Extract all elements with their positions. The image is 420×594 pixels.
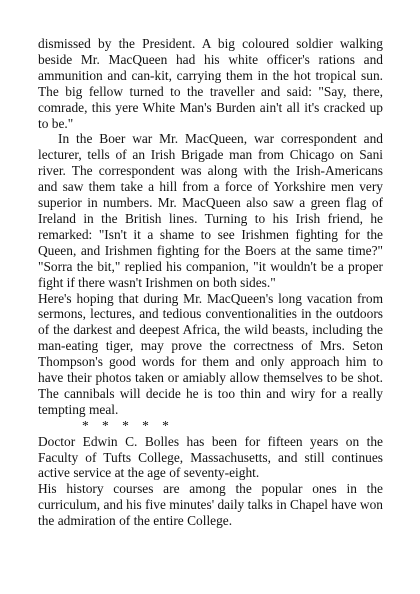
paragraph-soldier-burden: dismissed by the President. A big coloured soldier walking beside Mr. MacQueen had his white officer's rations and ammunition and can-kit, carrying them in the hot tropical sun. The big fellow turned to the traveller and said: "Say, there, comrade, this yere White Man's Burden ain't all it's cracked up to be." [38,36,383,131]
paragraph-bolles-history: His history courses are among the popular ones in the curriculum, and his five minutes' daily talks in Chapel have won the admiration of the entire College. [38,481,383,529]
section-separator: * * * * * [82,417,169,433]
paragraph-bolles-faculty: Doctor Edwin C. Bolles has been for fifteen years on the Faculty of Tufts College, Massachusetts, and still continues active service at the age of seventy-eight. [38,433,383,481]
paragraph-boer-war: In the Boer war Mr. MacQueen, war correspondent and lecturer, tells of an Irish Brigade man from Chicago on Sani river. The correspondent was along with the Irish-Americans and saw them take a hill from a force of Yorkshire men very superior in numbers. Mr. MacQueen also saw a green flag of Ireland in the British lines. Turning to his Irish friend, he remarked: "Isn't it a shame to see Irishmen fighting for the Queen, and Irishmen fighting for the Boers at the same time?" "Sorra the bit," replied his companion, "it wouldn't be a proper fight if there wasn't Irishmen on both sides." [38,131,383,290]
paragraph-africa-vacation: Here's hoping that during Mr. MacQueen's long vacation from sermons, lectures, and tedious conventionalities in the outdoors of the darkest and deepest Africa, the wild beasts, including the man-eating tiger, may prove the correctness of Mrs. Seton Thompson's good words for them and only approach him to have their photos taken or amiably allow themselves to be shot. The cannibals will decide he is too thin and wiry for a really tempting meal. [38,290,383,417]
